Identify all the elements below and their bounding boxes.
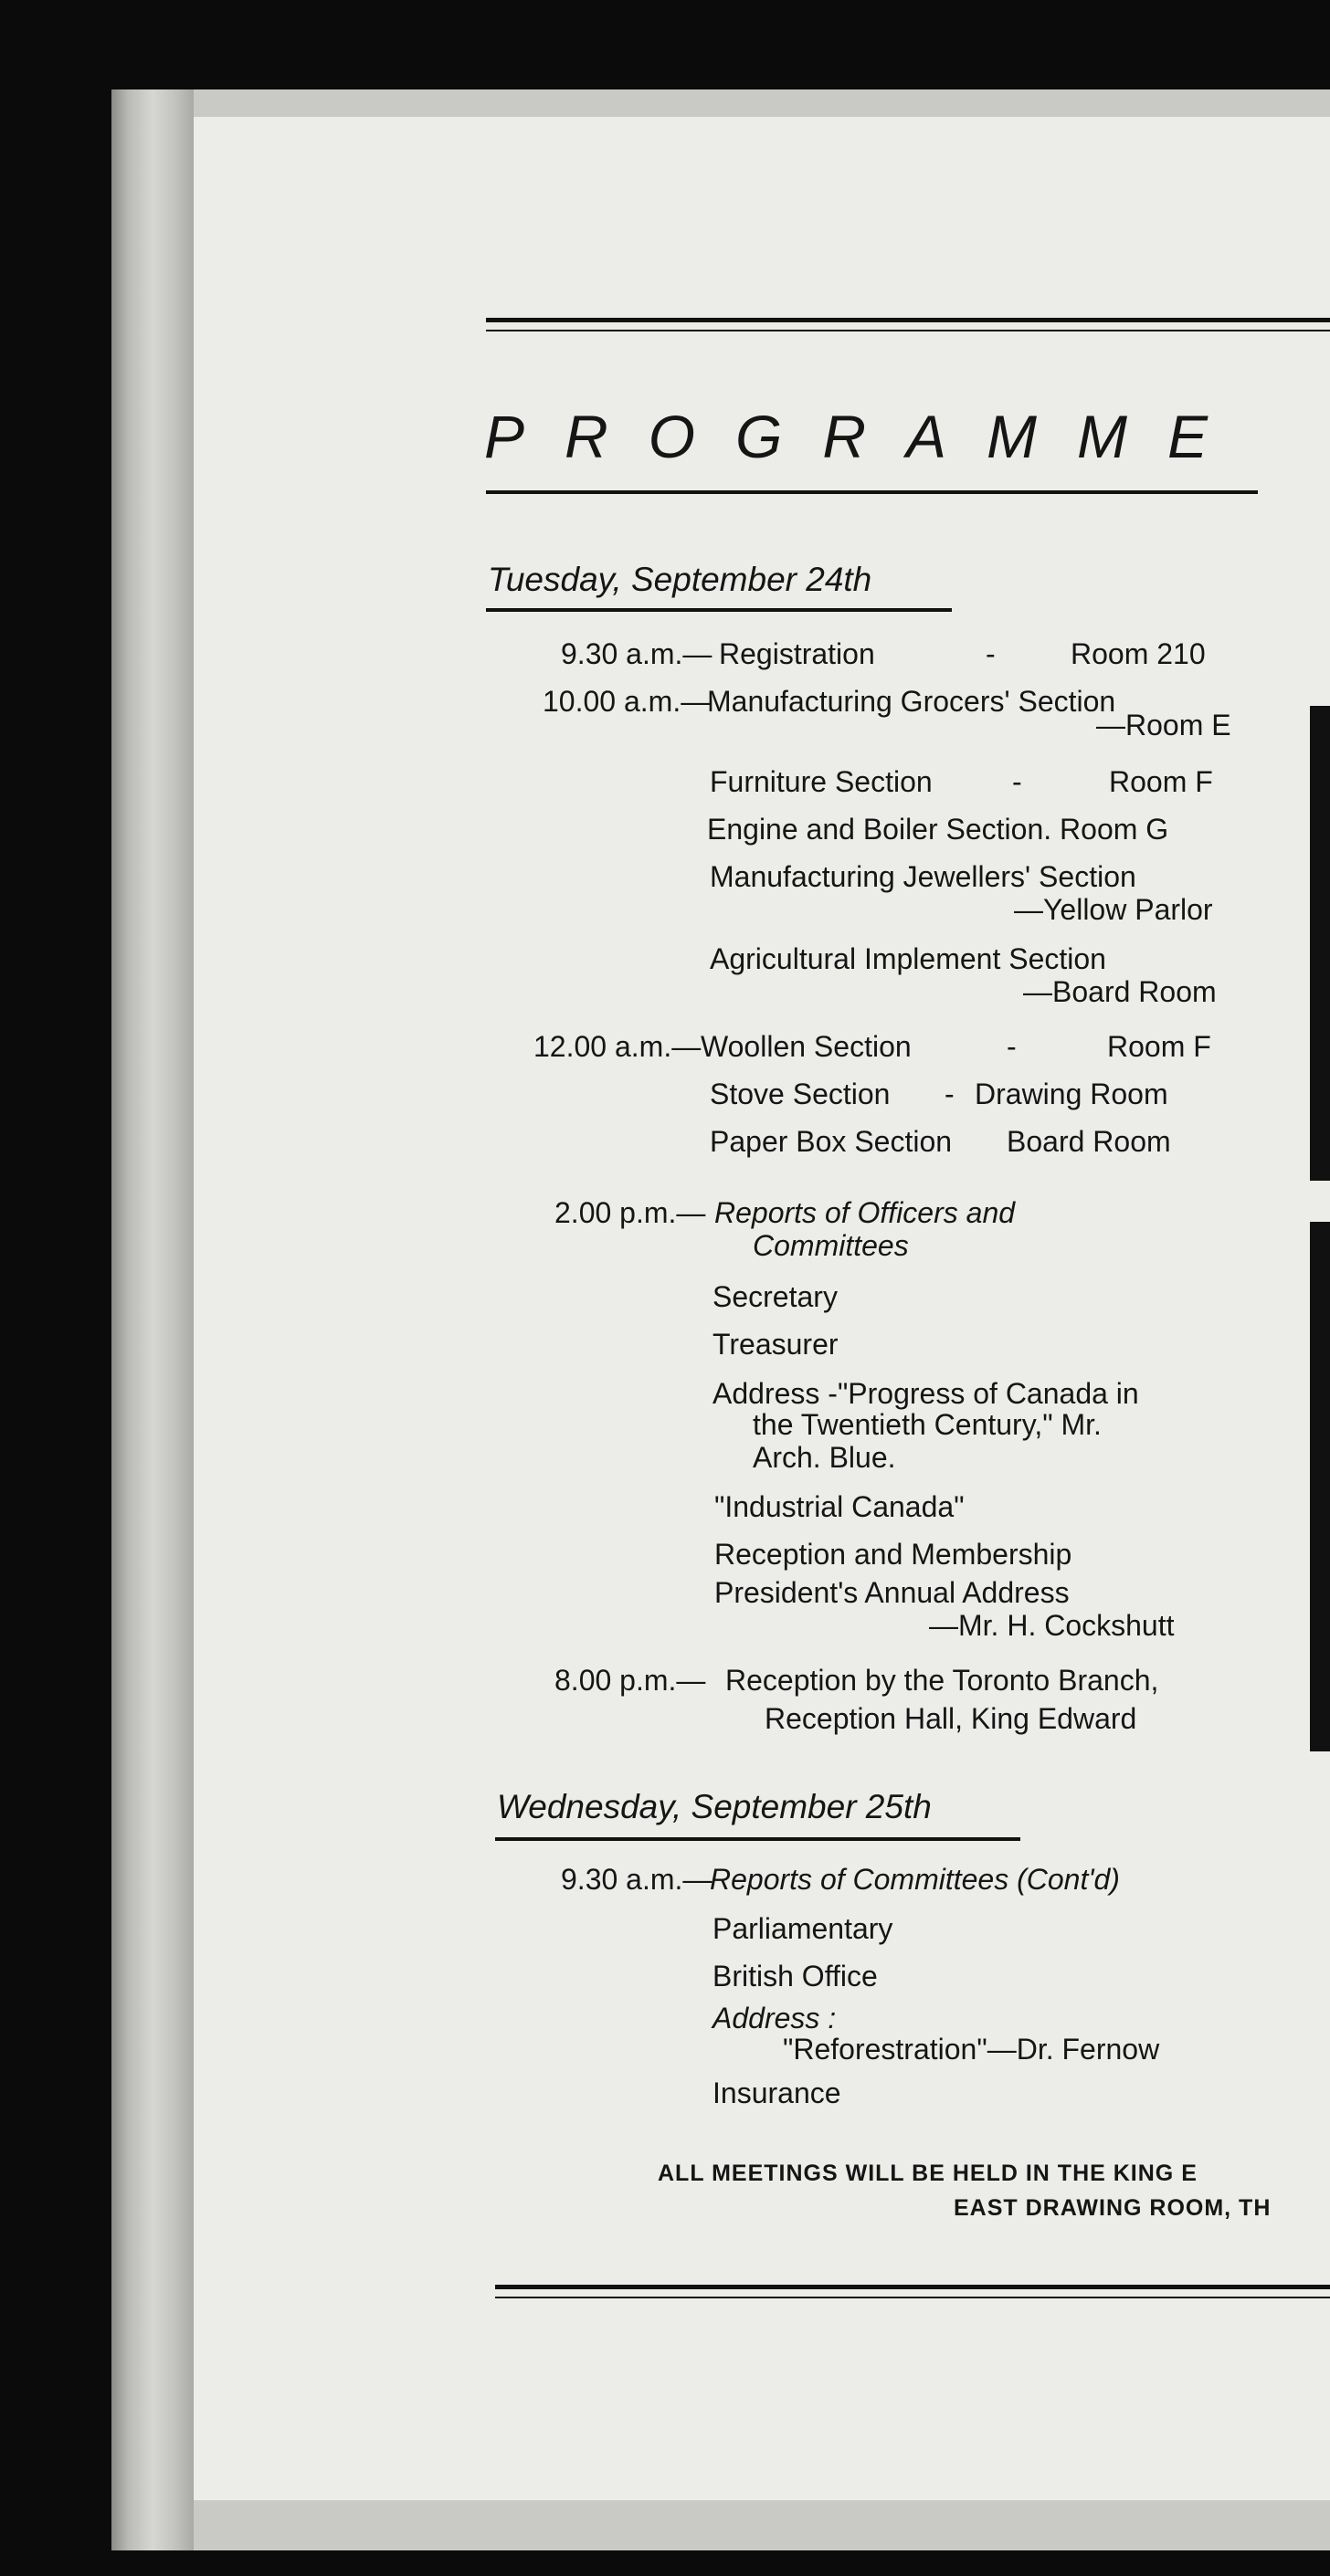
meeting-notice-line-2: EAST DRAWING ROOM, TH [954, 2195, 1272, 2221]
bottom-rule-thick [495, 2285, 1330, 2289]
event-label: Manufacturing Grocers' Section [707, 685, 1116, 718]
room-label: Room F [1107, 1030, 1211, 1063]
event-label: Insurance [712, 2077, 841, 2109]
event-label: Woollen Section [701, 1030, 912, 1063]
event-label: Secretary [712, 1280, 838, 1313]
meeting-notice-line-1: ALL MEETINGS WILL BE HELD IN THE KING E [658, 2161, 1198, 2186]
event-label: British Office [712, 1960, 878, 1992]
event-label: Manufacturing Jewellers' Section [710, 860, 1136, 893]
day-underline-wednesday [495, 1837, 1020, 1841]
event-label: Paper Box Section [710, 1125, 953, 1158]
event-label: Agricultural Implement Section [710, 942, 1106, 975]
separator-dash: - [986, 637, 996, 670]
event-label: Reception and Membership [714, 1538, 1072, 1571]
event-label: Reports of Committees (Cont'd) [710, 1863, 1120, 1896]
room-label: —Yellow Parlor [1014, 893, 1213, 926]
day-underline-tuesday [486, 608, 952, 612]
event-label: Reception by the Toronto Branch, [725, 1664, 1159, 1697]
room-label: —Mr. H. Cockshutt [929, 1609, 1175, 1642]
room-label: —Board Room [1023, 975, 1217, 1008]
event-label: Parliamentary [712, 1912, 893, 1945]
time-label: 12.00 a.m.— [533, 1030, 702, 1063]
room-label: Room F [1109, 765, 1213, 798]
scanned-page [111, 89, 1330, 2550]
room-label: Drawing Room [975, 1078, 1168, 1110]
event-label: Address : [712, 2002, 837, 2035]
top-rule-thick [486, 318, 1330, 322]
separator-dash: - [1012, 765, 1022, 798]
event-label: Furniture Section [710, 765, 933, 798]
event-label-continued: Reception Hall, King Edward [765, 1702, 1137, 1735]
book-binding-edge [111, 89, 194, 2550]
event-label: Registration [719, 637, 875, 670]
day-heading-tuesday: Tuesday, September 24th [488, 561, 872, 598]
time-label: 9.30 a.m.— [561, 1863, 712, 1896]
page-title: PROGRAMME [484, 403, 1249, 470]
edge-mark [1310, 706, 1330, 1181]
event-label: Treasurer [712, 1328, 839, 1361]
day-heading-wednesday: Wednesday, September 25th [497, 1788, 932, 1825]
time-label: 9.30 a.m.— [561, 637, 712, 670]
room-label: Board Room [1007, 1125, 1171, 1158]
programme-sheet [194, 117, 1330, 2500]
event-label: President's Annual Address [714, 1576, 1070, 1609]
event-label: "Industrial Canada" [714, 1490, 965, 1523]
event-label-continued: Committees [753, 1229, 909, 1262]
event-label-continued: the Twentieth Century," Mr. [753, 1408, 1102, 1441]
time-label: 10.00 a.m.— [543, 685, 711, 718]
title-underline [486, 490, 1258, 494]
event-label: Reports of Officers and [714, 1196, 1016, 1229]
event-label: Address -"Progress of Canada in [712, 1377, 1139, 1410]
room-label: —Room E [1096, 709, 1231, 741]
room-label: Room 210 [1071, 637, 1206, 670]
event-label: Engine and Boiler Section. Room G [707, 813, 1169, 846]
event-label-continued: Arch. Blue. [753, 1441, 896, 1474]
event-label-continued: "Reforestration"—Dr. Fernow [783, 2033, 1160, 2066]
time-label: 2.00 p.m.— [554, 1196, 706, 1229]
top-rule-thin [486, 330, 1330, 331]
time-label: 8.00 p.m.— [554, 1664, 706, 1697]
edge-mark [1310, 1222, 1330, 1751]
bottom-rule-thin [495, 2297, 1330, 2298]
separator-dash: - [1007, 1030, 1017, 1063]
separator-dash: - [945, 1078, 955, 1110]
event-label: Stove Section [710, 1078, 891, 1110]
